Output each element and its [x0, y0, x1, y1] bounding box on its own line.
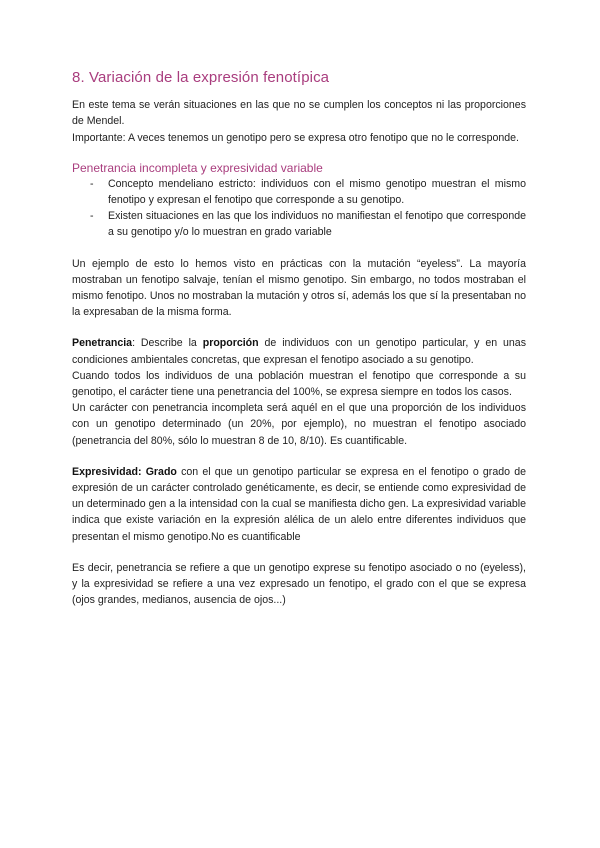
bullet-text: Concepto mendeliano estricto: individuos con el mismo genotipo muestran el mismo fenotipo y expresan el fenotipo que corresponde a su genotipo. — [108, 177, 526, 207]
section-heading: Penetrancia incompleta y expresividad variable — [72, 160, 323, 175]
conclusion-paragraph: Es decir, penetrancia se refiere a que un genotipo exprese su fenotipo asociado o no (eyeless), y la expresividad se refiere a una vez expresado un fenotipo, el grado con el que se expresa (ojos grandes, medianos, ausencia de ojos...) — [72, 561, 526, 607]
penetrancia-definition — [72, 335, 526, 367]
intro-paragraph-2: Importante: A veces tenemos un genotipo pero se expresa otro fenotipo que no le corresponde. — [72, 131, 519, 144]
expresividad-colon: : — [137, 465, 146, 478]
penetrancia-text-b: de individuos con un genotipo particular, y en unas condiciones ambientales concretas, que expresan el fenotipo asociado a su genotipo. — [72, 337, 526, 366]
bullet-marker: - — [90, 177, 94, 190]
document-body — [72, 70, 526, 608]
penetrancia-paragraph-2: Cuando todos los individuos de una población muestran el fenotipo que corresponde a su genotipo, el carácter tiene una penetrancia del 100%, se expresa siempre en todos los casos. — [72, 369, 526, 399]
penetrancia-term: Penetrancia — [72, 337, 133, 350]
penetrancia-paragraph-3: Un carácter con penetrancia incompleta será aquél en el que una proporción de los individuos con un genotipo determinado (un 20%, por ejemplo), no muestran el fenotipo asociado (penetrancia del 80%, sólo lo muestran 8 de 10, 8/10). Es cuantificable. — [72, 402, 526, 447]
expresividad-definition — [72, 464, 526, 545]
penetrancia-text-a: : Describe la — [132, 337, 203, 350]
page-title: 8. Variación de la expresión fenotípica — [72, 69, 330, 86]
list-item — [72, 176, 526, 208]
list-item — [72, 208, 526, 240]
bullet-marker: - — [90, 210, 94, 223]
grado-term: Grado — [145, 465, 177, 478]
intro-paragraph-1: En este tema se verán situaciones en las que no se cumplen los conceptos ni las proporciones de Mendel. — [72, 99, 526, 128]
bullet-text: Existen situaciones en las que los individuos no manifiestan el fenotipo que corresponde a su genotipo y/o lo muestran en grado variable — [108, 210, 526, 239]
expresividad-text: con el que un genotipo particular se expresa en el fenotipo o grado de expresión de un carácter controlado genéticamente, es decir, se entiende como expresividad de un determinado gen a la intensidad con la cual se manifiesta dicho gen. La expresividad variable indica que existe variación en la expresión alélica de un alelo entre diferentes individuos que presentan el mismo genotipo.No es cuantificable — [72, 465, 526, 543]
proporcion-term: proporción — [202, 337, 259, 350]
bullet-list — [72, 176, 526, 241]
expresividad-term: Expresividad — [72, 465, 138, 478]
example-paragraph: Un ejemplo de esto lo hemos visto en prácticas con la mutación “eyeless”. La mayoría mostraban un fenotipo salvaje, tenían el mismo genotipo. Sin embargo, no todos mostraban el mismo fenotipo. Unos no mostraban la mutación y otros sí, además los que sí la presentaban no la expresaban de la misma forma. — [72, 257, 526, 319]
